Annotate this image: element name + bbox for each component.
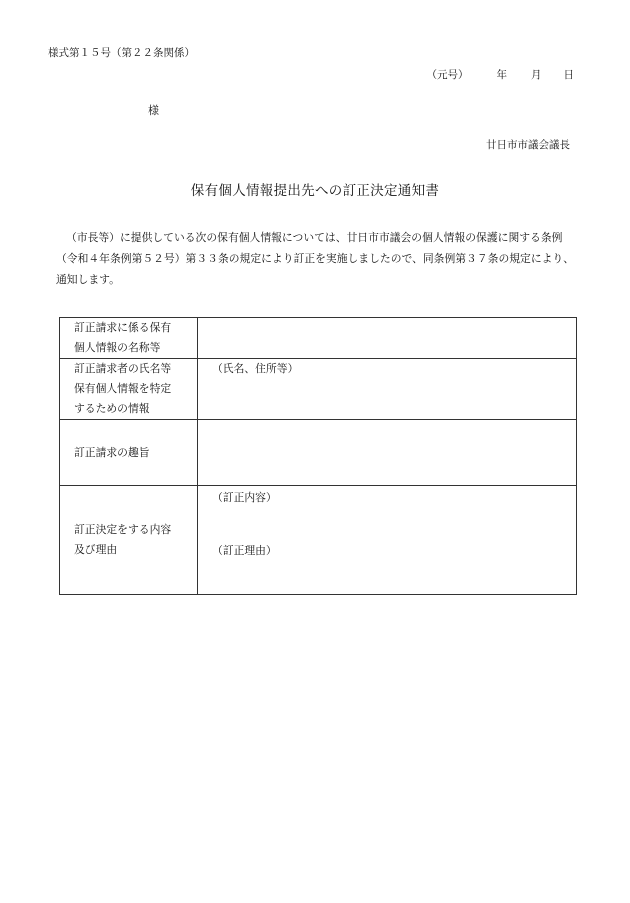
details-table: [59, 317, 577, 595]
date-era: （元号）: [426, 69, 469, 81]
row-label-purpose: [60, 420, 198, 486]
row-label-text: 保有個人情報を特定: [74, 382, 172, 395]
row-label-text: 訂正決定をする内容: [74, 523, 172, 536]
row-label-text: 個人情報の名称等: [74, 341, 161, 354]
row-value-requester[interactable]: [198, 359, 577, 420]
row-label-target-info: [60, 318, 198, 359]
row-label-text: 訂正請求の趣旨: [74, 445, 150, 459]
addressee-honorific: 様: [148, 104, 159, 117]
row-label-text: 訂正請求に係る保有: [74, 321, 172, 334]
row-label-text: するための情報: [74, 402, 150, 415]
row-value-purpose[interactable]: [198, 420, 577, 486]
form-number: 様式第１５号（第２２条関係）: [48, 47, 195, 59]
row-value-hint: （訂正内容）: [212, 491, 277, 504]
table-row: [60, 486, 577, 595]
table-row: [60, 420, 577, 486]
document-title: 保有個人情報提出先への訂正決定通知書: [190, 183, 440, 199]
notice-body: [56, 227, 586, 290]
row-value-hint: （訂正理由）: [212, 544, 277, 557]
body-line-2: （令和４年条例第５２号）第３３条の規定により訂正を実施しましたので、同条例第３７条の規定により、: [56, 252, 575, 265]
row-value-decision[interactable]: [198, 486, 577, 595]
date-day: 日: [563, 69, 574, 81]
date-line: [427, 68, 575, 83]
body-line-3: 通知します。: [56, 273, 120, 286]
issuer-name: 廿日市市議会議長: [486, 139, 570, 151]
date-year: 年: [496, 69, 507, 81]
table-row: [60, 318, 577, 359]
row-label-text: 及び理由: [74, 543, 118, 556]
row-label-requester: [60, 359, 198, 420]
row-label-text: 訂正請求者の氏名等: [74, 362, 172, 375]
table-row: [60, 359, 577, 420]
body-line-1: （市長等）に提供している次の保有個人情報については、廿日市市議会の個人情報の保護に関する条例: [66, 231, 563, 244]
row-value-target-info[interactable]: [198, 318, 577, 359]
date-month: 月: [531, 69, 542, 81]
row-label-decision: [60, 486, 198, 595]
row-value-hint: （氏名、住所等）: [212, 362, 299, 375]
